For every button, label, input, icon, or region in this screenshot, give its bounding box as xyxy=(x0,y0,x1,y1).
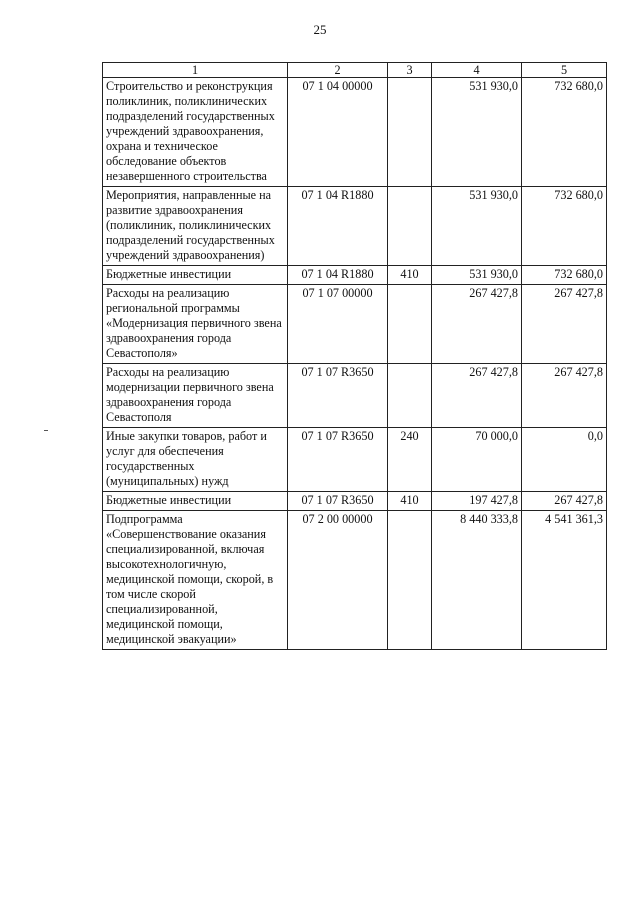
row-code: 07 1 04 R1880 xyxy=(288,187,388,266)
row-amount-1: 531 930,0 xyxy=(432,78,522,187)
row-amount-1: 70 000,0 xyxy=(432,428,522,492)
column-header-expense-type: 3 xyxy=(388,63,432,78)
table-row xyxy=(103,428,607,492)
row-amount-2: 267 427,8 xyxy=(522,492,607,511)
row-name: Строительство и реконструкция поликлиник, поликлинических подразделений государственных учреждений здравоохранения, охрана и техническое обследование объектов незавершенного строительства xyxy=(103,78,288,187)
row-code: 07 1 07 R3650 xyxy=(288,364,388,428)
column-header-name: 1 xyxy=(103,63,288,78)
table-header-row xyxy=(103,63,607,78)
row-code: 07 1 04 00000 xyxy=(288,78,388,187)
row-amount-2: 732 680,0 xyxy=(522,187,607,266)
column-header-code: 2 xyxy=(288,63,388,78)
row-amount-1: 531 930,0 xyxy=(432,187,522,266)
row-amount-1: 267 427,8 xyxy=(432,285,522,364)
row-name: Подпрограмма «Совершенствование оказания специализированной, включая высокотехнологичную, медицинской помощи, скорой, в том числе скорой специализированной, медицинской помощи, медицинской эвакуации» xyxy=(103,511,288,650)
table-row xyxy=(103,78,607,187)
row-amount-1: 267 427,8 xyxy=(432,364,522,428)
table-row xyxy=(103,511,607,650)
column-header-amount-2: 5 xyxy=(522,63,607,78)
row-code: 07 2 00 00000 xyxy=(288,511,388,650)
row-amount-2: 267 427,8 xyxy=(522,364,607,428)
row-amount-2: 732 680,0 xyxy=(522,78,607,187)
row-expense-type: 410 xyxy=(388,492,432,511)
row-code: 07 1 04 R1880 xyxy=(288,266,388,285)
row-name: Расходы на реализацию региональной программы «Модернизация первичного звена здравоохранения города Севастополя» xyxy=(103,285,288,364)
row-code: 07 1 07 R3650 xyxy=(288,428,388,492)
table-row xyxy=(103,492,607,511)
row-expense-type xyxy=(388,187,432,266)
row-expense-type xyxy=(388,364,432,428)
row-amount-1: 531 930,0 xyxy=(432,266,522,285)
row-code: 07 1 07 00000 xyxy=(288,285,388,364)
table-row xyxy=(103,187,607,266)
row-expense-type: 240 xyxy=(388,428,432,492)
row-expense-type xyxy=(388,78,432,187)
row-expense-type xyxy=(388,511,432,650)
row-amount-1: 197 427,8 xyxy=(432,492,522,511)
row-amount-2: 0,0 xyxy=(522,428,607,492)
page-number: 25 xyxy=(313,22,327,37)
row-amount-2: 4 541 361,3 xyxy=(522,511,607,650)
table-row xyxy=(103,266,607,285)
scan-margin-mark xyxy=(44,430,48,431)
row-amount-2: 267 427,8 xyxy=(522,285,607,364)
table-row xyxy=(103,285,607,364)
row-name: Бюджетные инвестиции xyxy=(103,266,288,285)
row-name: Мероприятия, направленные на развитие здравоохранения (поликлиник, поликлинических подразделений государственных учреждений здравоохранения) xyxy=(103,187,288,266)
row-name: Иные закупки товаров, работ и услуг для обеспечения государственных (муниципальных) нужд xyxy=(103,428,288,492)
row-expense-type: 410 xyxy=(388,266,432,285)
row-expense-type xyxy=(388,285,432,364)
row-name: Расходы на реализацию модернизации первичного звена здравоохранения города Севастополя xyxy=(103,364,288,428)
row-code: 07 1 07 R3650 xyxy=(288,492,388,511)
column-header-amount-1: 4 xyxy=(432,63,522,78)
table-row xyxy=(103,364,607,428)
row-amount-1: 8 440 333,8 xyxy=(432,511,522,650)
row-name: Бюджетные инвестиции xyxy=(103,492,288,511)
row-amount-2: 732 680,0 xyxy=(522,266,607,285)
budget-table xyxy=(102,62,607,650)
